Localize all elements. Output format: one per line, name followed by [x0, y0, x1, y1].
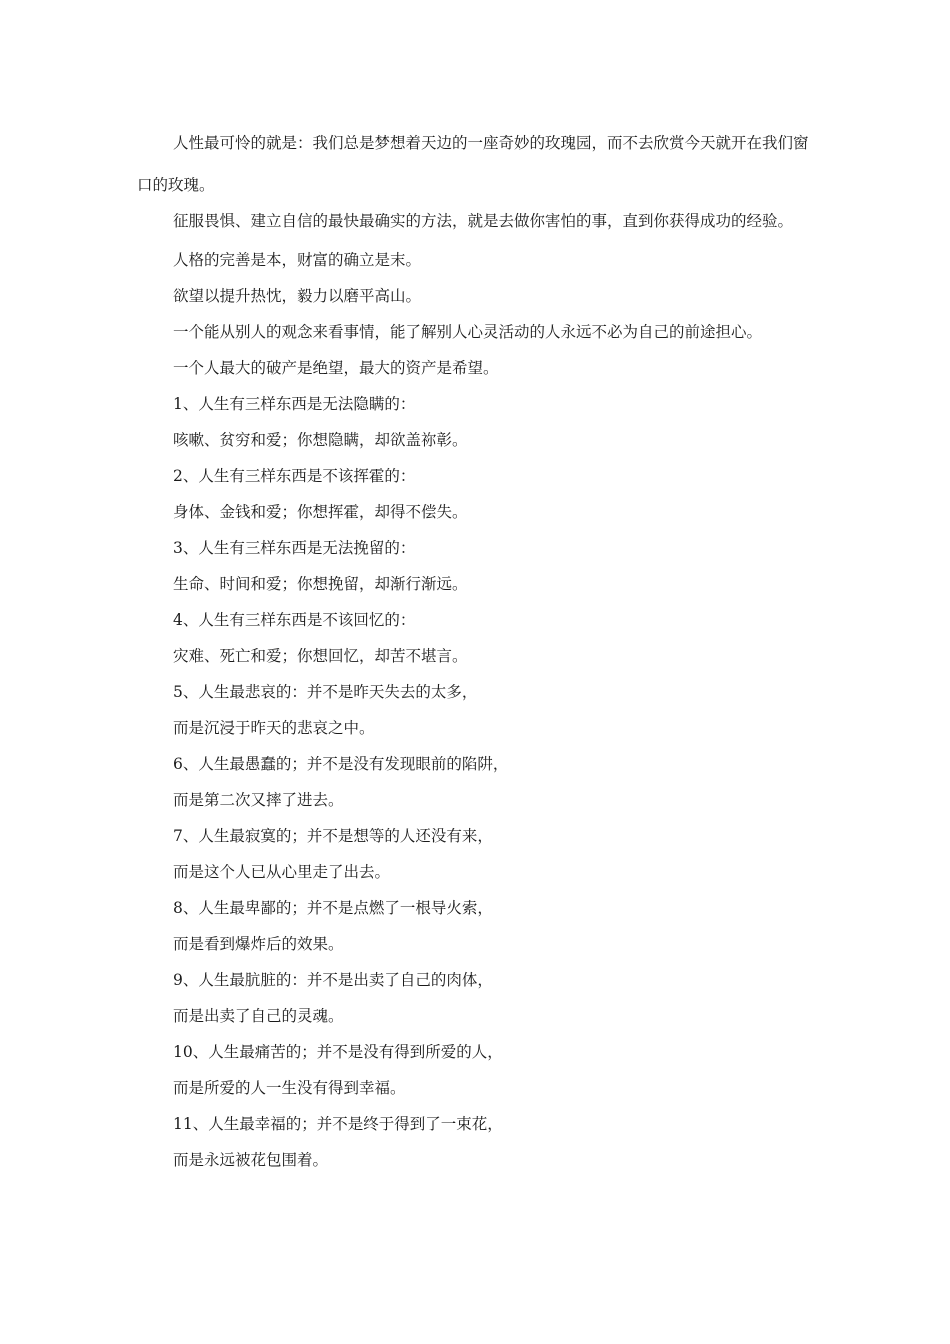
list-item: 9、人生最肮脏的：并不是出卖了自己的肉体， — [173, 971, 493, 989]
paragraph-desire: 欲望以提升热忱，毅力以磨平高山。 — [173, 287, 422, 305]
list-item-detail: 而是第二次又摔了进去。 — [173, 791, 344, 809]
document-body — [137, 122, 817, 1178]
list-item-detail: 而是所爱的人一生没有得到幸福。 — [173, 1079, 406, 1097]
list-item: 5、人生最悲哀的：并不是昨天失去的太多， — [173, 683, 478, 701]
list-item-detail: 而是看到爆炸后的效果。 — [173, 935, 344, 953]
list-item-detail: 而是出卖了自己的灵魂。 — [173, 1007, 344, 1025]
paragraph-perspective: 一个能从别人的观念来看事情，能了解别人心灵活动的人永远不必为自己的前途担心。 — [173, 323, 763, 341]
list-item-detail: 身体、金钱和爱；你想挥霍，却得不偿失。 — [173, 503, 468, 521]
list-item: 10、人生最痛苦的；并不是没有得到所爱的人， — [173, 1043, 503, 1061]
list-item-detail: 生命、时间和爱；你想挽留，却渐行渐远。 — [173, 575, 468, 593]
paragraph-conquer-fear: 征服畏惧、建立自信的最快最确实的方法，就是去做你害怕的事，直到你获得成功的经验。 — [173, 212, 794, 230]
list-item-detail: 咳嗽、贫穷和爱；你想隐瞒，却欲盖祢彰。 — [173, 431, 468, 449]
list-item: 2、人生有三样东西是不该挥霍的： — [173, 467, 416, 485]
paragraph-character: 人格的完善是本，财富的确立是末。 — [173, 251, 422, 269]
list-item: 8、人生最卑鄙的；并不是点燃了一根导火索， — [173, 899, 493, 917]
list-item-detail: 灾难、死亡和爱；你想回忆，却苦不堪言。 — [173, 647, 468, 665]
list-item: 4、人生有三样东西是不该回忆的： — [173, 611, 416, 629]
list-item: 1、人生有三样东西是无法隐瞒的： — [173, 395, 416, 413]
list-item: 11、人生最幸福的；并不是终于得到了一束花， — [173, 1115, 503, 1133]
paragraph-hope: 一个人最大的破产是绝望，最大的资产是希望。 — [173, 359, 499, 377]
list-item-detail: 而是沉浸于昨天的悲哀之中。 — [173, 719, 375, 737]
list-item-detail: 而是这个人已从心里走了出去。 — [173, 863, 391, 881]
list-item: 7、人生最寂寞的；并不是想等的人还没有来， — [173, 827, 493, 845]
list-item: 3、人生有三样东西是无法挽留的： — [173, 539, 416, 557]
list-item: 6、人生最愚蠢的；并不是没有发现眼前的陷阱， — [173, 755, 509, 773]
paragraph-rose-garden: 人性最可怜的就是：我们总是梦想着天边的一座奇妙的玫瑰园，而不去欣赏今天就开在我们窗口的玫瑰。 — [137, 134, 809, 194]
list-item-detail: 而是永远被花包围着。 — [173, 1151, 329, 1169]
